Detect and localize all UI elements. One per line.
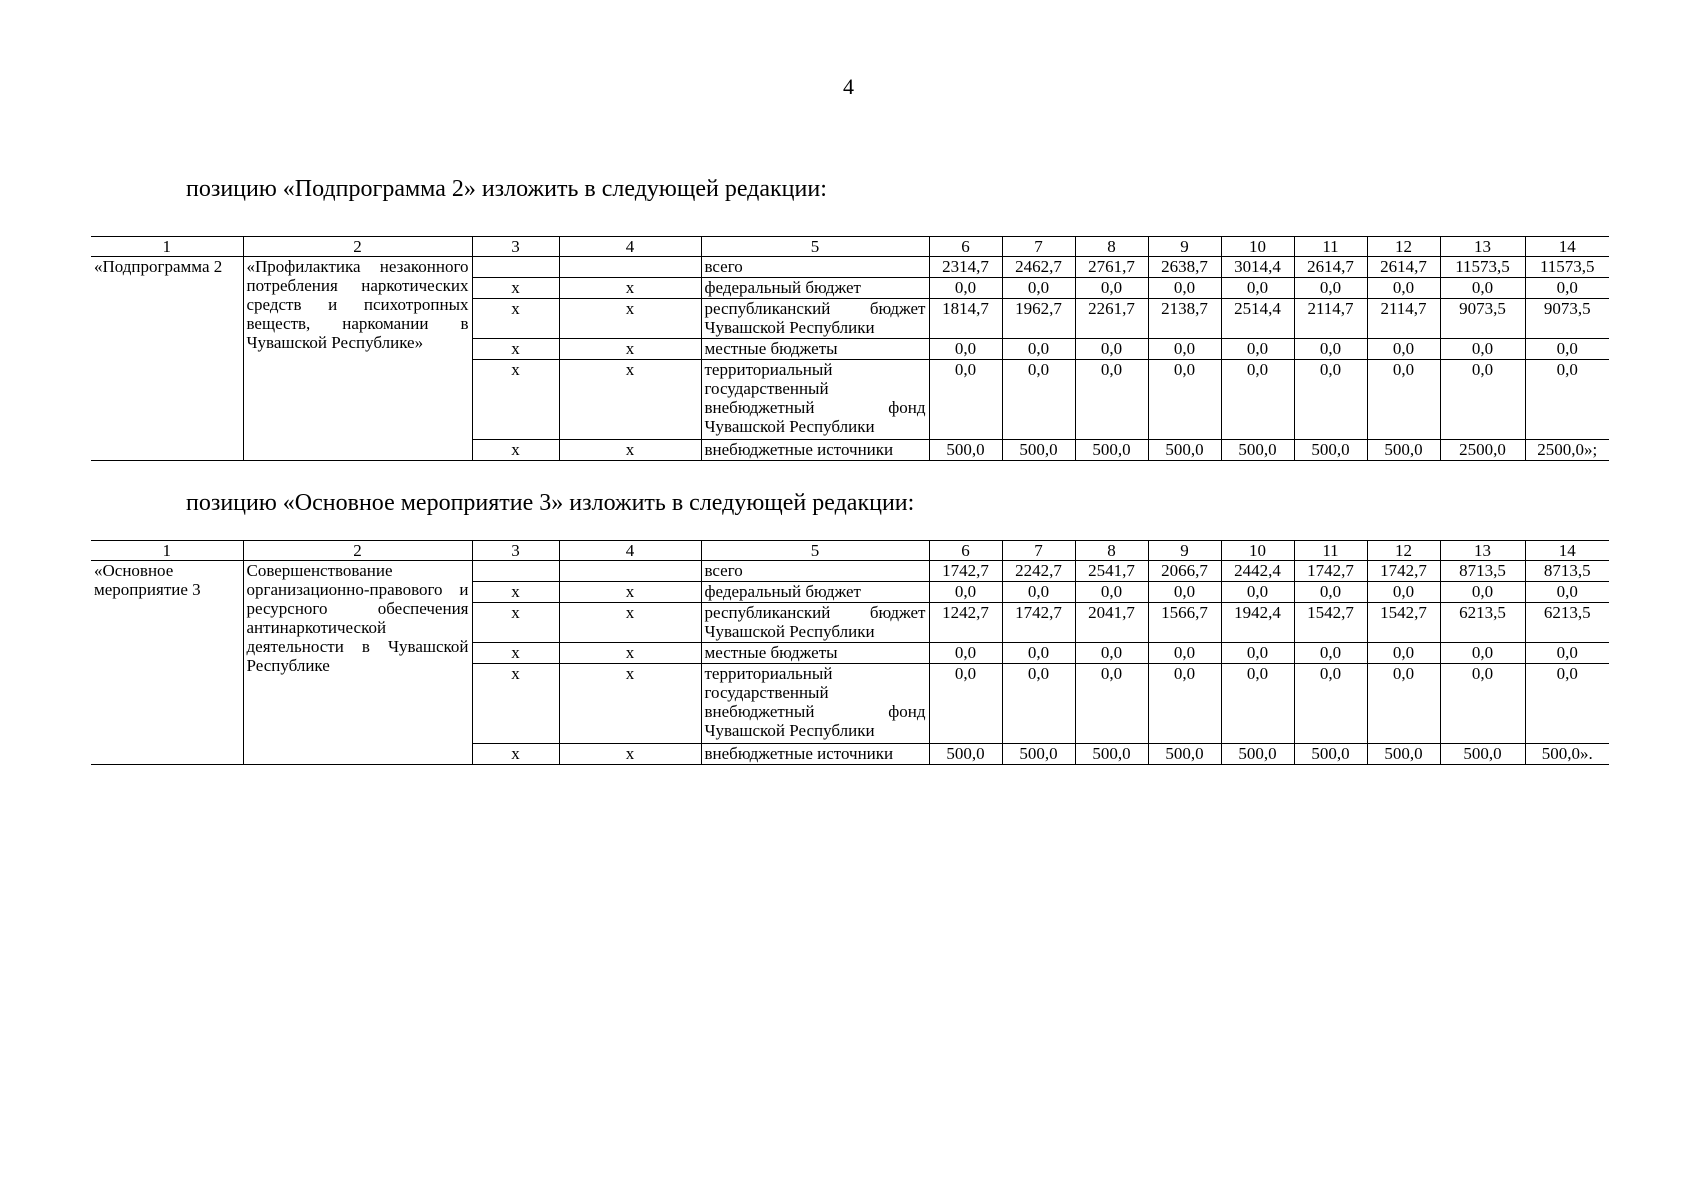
column-number: 1 [91,541,243,561]
amount-cell: 500,0 [1440,744,1525,765]
amount-cell: 0,0 [929,643,1002,664]
column-number: 5 [701,237,929,257]
column-number: 14 [1525,237,1609,257]
amount-cell: 500,0 [1075,440,1148,461]
amount-cell: 500,0 [1002,440,1075,461]
funding-source-cell: внебюджетные источники [701,744,929,765]
amount-cell: 0,0 [1440,278,1525,299]
amount-cell: 0,0 [1294,360,1367,440]
amount-cell: 0,0 [1294,664,1367,744]
column-number: 9 [1148,541,1221,561]
amount-cell: 2500,0 [1440,440,1525,461]
amount-cell: 500,0 [1002,744,1075,765]
amount-cell: 2614,7 [1367,257,1440,278]
funding-source-cell: территориальный государственный внебюджетный фонд Чувашской Республики [701,664,929,744]
executor-cell: x [472,299,559,339]
column-number-row [91,541,1609,561]
code-cell: x [559,582,701,603]
amount-cell: 0,0 [1148,664,1221,744]
amount-cell: 0,0 [1367,278,1440,299]
amount-cell: 0,0 [1294,278,1367,299]
amount-cell: 0,0 [1221,582,1294,603]
column-number: 1 [91,237,243,257]
column-number: 7 [1002,541,1075,561]
amount-cell: 1566,7 [1148,603,1221,643]
column-number: 12 [1367,541,1440,561]
amount-cell: 0,0 [929,582,1002,603]
executor-cell: x [472,582,559,603]
amount-cell: 6213,5 [1440,603,1525,643]
section-1-table [91,236,1609,461]
amount-cell: 500,0». [1525,744,1609,765]
amount-cell: 0,0 [1294,339,1367,360]
amount-cell: 2462,7 [1002,257,1075,278]
amount-cell: 2614,7 [1294,257,1367,278]
funding-source-cell: территориальный государственный внебюджетный фонд Чувашской Республики [701,360,929,440]
column-number: 4 [559,541,701,561]
column-number: 12 [1367,237,1440,257]
column-number: 4 [559,237,701,257]
amount-cell: 0,0 [1148,339,1221,360]
executor-cell: x [472,744,559,765]
executor-cell [472,561,559,582]
amount-cell: 0,0 [1221,339,1294,360]
code-cell: x [559,603,701,643]
amount-cell: 1742,7 [929,561,1002,582]
amount-cell: 0,0 [929,360,1002,440]
amount-cell: 0,0 [1525,643,1609,664]
amount-cell: 0,0 [1367,582,1440,603]
amount-cell: 0,0 [1002,339,1075,360]
amount-cell: 0,0 [1075,278,1148,299]
code-cell: x [559,360,701,440]
funding-source-cell: местные бюджеты [701,643,929,664]
amount-cell: 0,0 [1221,664,1294,744]
amount-cell: 1962,7 [1002,299,1075,339]
program-name-cell: «Профилактика незаконного потребления наркотических средств и психотропных веществ, наркомании в Чувашской Республике» [243,257,472,461]
amount-cell: 2514,4 [1221,299,1294,339]
column-number: 10 [1221,541,1294,561]
amount-cell: 2138,7 [1148,299,1221,339]
amount-cell: 0,0 [1148,643,1221,664]
amount-cell: 2114,7 [1294,299,1367,339]
amount-cell: 0,0 [1440,643,1525,664]
amount-cell: 500,0 [1221,440,1294,461]
column-number: 3 [472,541,559,561]
amount-cell: 8713,5 [1525,561,1609,582]
amount-cell: 9073,5 [1440,299,1525,339]
amount-cell: 2761,7 [1075,257,1148,278]
funding-source-cell: всего [701,257,929,278]
amount-cell: 0,0 [1002,278,1075,299]
amount-cell: 0,0 [1075,360,1148,440]
amount-cell: 500,0 [1221,744,1294,765]
amount-cell: 500,0 [1294,440,1367,461]
column-number: 9 [1148,237,1221,257]
amount-cell: 0,0 [1525,582,1609,603]
executor-cell: x [472,603,559,643]
amount-cell: 2114,7 [1367,299,1440,339]
code-cell [559,561,701,582]
amount-cell: 500,0 [1367,440,1440,461]
amount-cell: 1542,7 [1367,603,1440,643]
amount-cell: 2314,7 [929,257,1002,278]
amount-cell: 9073,5 [1525,299,1609,339]
amount-cell: 2500,0»; [1525,440,1609,461]
table-row [91,561,1609,582]
amount-cell: 0,0 [1525,360,1609,440]
amount-cell: 1542,7 [1294,603,1367,643]
column-number: 5 [701,541,929,561]
amount-cell: 0,0 [1525,664,1609,744]
amount-cell: 0,0 [1294,582,1367,603]
amount-cell: 0,0 [1148,278,1221,299]
funding-source-cell: всего [701,561,929,582]
code-cell: x [559,299,701,339]
amount-cell: 0,0 [1075,339,1148,360]
code-cell: x [559,643,701,664]
amount-cell: 500,0 [1148,744,1221,765]
amount-cell: 0,0 [1440,339,1525,360]
amount-cell: 500,0 [1294,744,1367,765]
column-number: 11 [1294,541,1367,561]
code-cell: x [559,440,701,461]
amount-cell: 2442,4 [1221,561,1294,582]
amount-cell: 0,0 [1221,360,1294,440]
code-cell: x [559,664,701,744]
amount-cell: 1814,7 [929,299,1002,339]
status-cell: «Основное мероприятие 3 [91,561,243,765]
amount-cell: 0,0 [1148,360,1221,440]
amount-cell: 2638,7 [1148,257,1221,278]
amount-cell: 8713,5 [1440,561,1525,582]
amount-cell: 6213,5 [1525,603,1609,643]
column-number: 6 [929,541,1002,561]
executor-cell: x [472,643,559,664]
amount-cell: 1742,7 [1002,603,1075,643]
amount-cell: 0,0 [1075,664,1148,744]
section-2-table [91,540,1609,765]
amount-cell: 0,0 [1221,278,1294,299]
executor-cell: x [472,360,559,440]
amount-cell: 0,0 [1440,582,1525,603]
status-cell: «Подпрограмма 2 [91,257,243,461]
funding-source-cell: республиканский бюджет Чувашской Республики [701,603,929,643]
amount-cell: 1242,7 [929,603,1002,643]
column-number: 3 [472,237,559,257]
amount-cell: 0,0 [1002,664,1075,744]
amount-cell: 1942,4 [1221,603,1294,643]
page-number: 4 [843,74,854,99]
column-number: 8 [1075,541,1148,561]
funding-source-cell: республиканский бюджет Чувашской Республики [701,299,929,339]
amount-cell: 2541,7 [1075,561,1148,582]
amount-cell: 0,0 [1525,278,1609,299]
section-1-heading: позицию «Подпрограмма 2» изложить в следующей редакции: [186,176,827,202]
funding-source-cell: федеральный бюджет [701,582,929,603]
executor-cell [472,257,559,278]
funding-source-cell: федеральный бюджет [701,278,929,299]
column-number: 13 [1440,541,1525,561]
column-number: 11 [1294,237,1367,257]
executor-cell: x [472,278,559,299]
amount-cell: 500,0 [1075,744,1148,765]
column-number: 13 [1440,237,1525,257]
column-number: 8 [1075,237,1148,257]
amount-cell: 0,0 [1294,643,1367,664]
column-number: 14 [1525,541,1609,561]
amount-cell: 11573,5 [1440,257,1525,278]
table-row [91,257,1609,278]
funding-source-cell: внебюджетные источники [701,440,929,461]
column-number: 7 [1002,237,1075,257]
funding-source-cell: местные бюджеты [701,339,929,360]
code-cell: x [559,278,701,299]
amount-cell: 0,0 [1440,360,1525,440]
code-cell [559,257,701,278]
amount-cell: 0,0 [1367,339,1440,360]
column-number: 10 [1221,237,1294,257]
amount-cell: 500,0 [929,744,1002,765]
amount-cell: 500,0 [1148,440,1221,461]
amount-cell: 0,0 [1148,582,1221,603]
amount-cell: 0,0 [1002,582,1075,603]
amount-cell: 0,0 [1440,664,1525,744]
amount-cell: 2041,7 [1075,603,1148,643]
amount-cell: 0,0 [1525,339,1609,360]
column-number: 2 [243,541,472,561]
amount-cell: 500,0 [1367,744,1440,765]
program-name-cell: Совершенствование организационно-правового и ресурсного обеспечения антинаркотической деятельности в Чувашской Республике [243,561,472,765]
column-number: 6 [929,237,1002,257]
amount-cell: 1742,7 [1294,561,1367,582]
amount-cell: 2066,7 [1148,561,1221,582]
amount-cell: 11573,5 [1525,257,1609,278]
column-number: 2 [243,237,472,257]
amount-cell: 0,0 [1002,360,1075,440]
amount-cell: 0,0 [1367,360,1440,440]
column-number-row [91,237,1609,257]
amount-cell: 0,0 [1075,643,1148,664]
amount-cell: 0,0 [929,664,1002,744]
amount-cell: 0,0 [929,339,1002,360]
amount-cell: 3014,4 [1221,257,1294,278]
amount-cell: 0,0 [1075,582,1148,603]
amount-cell: 0,0 [1221,643,1294,664]
executor-cell: x [472,664,559,744]
section-2-heading: позицию «Основное мероприятие 3» изложить в следующей редакции: [186,490,915,516]
executor-cell: x [472,440,559,461]
executor-cell: x [472,339,559,360]
amount-cell: 0,0 [1367,643,1440,664]
code-cell: x [559,339,701,360]
amount-cell: 2242,7 [1002,561,1075,582]
amount-cell: 0,0 [1367,664,1440,744]
amount-cell: 1742,7 [1367,561,1440,582]
amount-cell: 0,0 [929,278,1002,299]
amount-cell: 500,0 [929,440,1002,461]
amount-cell: 2261,7 [1075,299,1148,339]
amount-cell: 0,0 [1002,643,1075,664]
code-cell: x [559,744,701,765]
